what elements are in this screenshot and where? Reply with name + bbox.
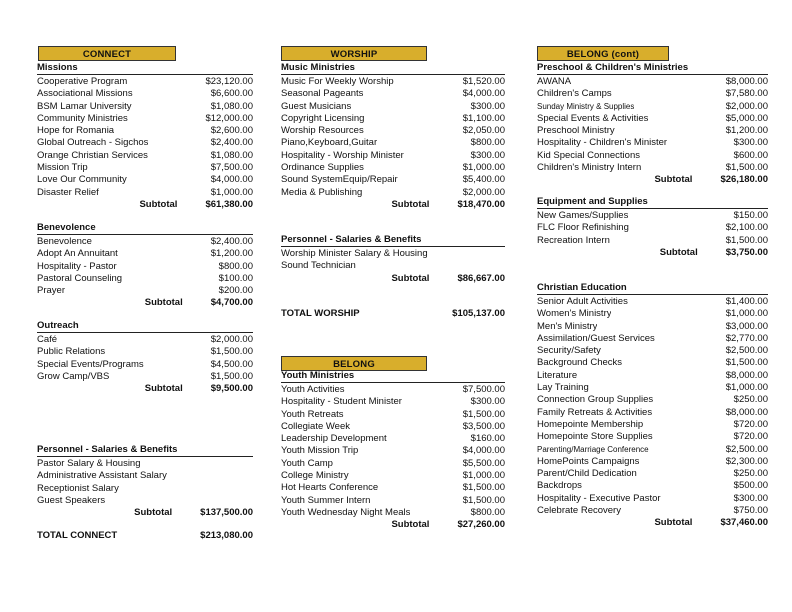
line-item [37, 174, 253, 186]
connect-personnel-subtotal: Subtotal $137,500.00 [134, 507, 253, 519]
line-item [37, 137, 253, 149]
music-title: Music Ministries [281, 62, 505, 75]
line-item-label: Associational Missions [37, 88, 133, 100]
line-item-amount: $1,200.00 [210, 248, 253, 260]
line-item-amount: $1,100.00 [462, 112, 505, 124]
preschool-title: Preschool & Children's Ministries [537, 62, 768, 75]
line-item-amount: $250.00 [733, 394, 768, 406]
line-item-amount: $1,000.00 [462, 470, 505, 482]
line-item [281, 507, 505, 519]
equipment-title: Equipment and Supplies [537, 196, 768, 209]
line-item [281, 137, 505, 149]
line-item [37, 273, 253, 285]
line-item [537, 76, 768, 88]
line-item-amount: $7,500.00 [210, 162, 253, 174]
line-item [37, 150, 253, 162]
line-item [37, 261, 253, 273]
line-item [537, 444, 768, 456]
line-item [537, 480, 768, 492]
worship-header: WORSHIP [281, 46, 427, 61]
line-item-label: New Games/Supplies [537, 210, 629, 221]
line-item-amount: $5,500.00 [462, 457, 505, 469]
line-item [281, 445, 505, 457]
line-item-label: Youth Mission Trip [281, 445, 359, 457]
line-item-label: Assimilation/Guest Services [537, 332, 655, 344]
line-item [281, 396, 505, 408]
worship-personnel-subtotal: Subtotal $86,667.00 [391, 272, 505, 284]
connect-personnel-title: Personnel - Salaries & Benefits [37, 444, 253, 457]
line-item [37, 371, 253, 383]
line-item-amount: $12,000.00 [205, 112, 253, 124]
line-item [281, 384, 505, 396]
line-item-amount: $1,500.00 [462, 494, 505, 506]
youth-subtotal: Subtotal $27,260.00 [391, 519, 505, 531]
line-item-amount: $8,000.00 [725, 369, 768, 381]
line-item-amount: $1,000.00 [210, 186, 253, 198]
line-item [281, 421, 505, 433]
line-item-amount: $2,100.00 [725, 222, 768, 234]
line-item [281, 150, 505, 162]
line-item-label: Music For Weekly Worship [281, 76, 394, 87]
line-item-label: HomePoints Campaigns [537, 455, 640, 467]
line-item-label: Collegiate Week [281, 420, 351, 432]
line-item [37, 88, 253, 100]
line-item [537, 468, 768, 480]
line-item-label: Children's Camps [537, 88, 612, 100]
line-item [537, 125, 768, 137]
line-item-label: Guest Speakers [37, 494, 106, 506]
line-item-amount: $4,500.00 [210, 358, 253, 370]
line-item-amount: $1,080.00 [210, 149, 253, 161]
line-item [37, 162, 253, 174]
line-item-amount: $6,600.00 [210, 88, 253, 100]
line-item [37, 495, 253, 507]
line-item-amount: $8,000.00 [725, 406, 768, 418]
line-item [537, 382, 768, 394]
line-item-label: Special Events/Programs [37, 358, 144, 370]
line-item [537, 296, 768, 308]
line-item-amount: $1,500.00 [462, 482, 505, 494]
line-item-label: Kid Special Connections [537, 149, 640, 161]
line-item [537, 308, 768, 320]
line-item-label: Café [37, 334, 58, 345]
line-item [537, 357, 768, 369]
total-connect: TOTAL CONNECT $213,080.00 [37, 530, 253, 541]
line-item [37, 470, 253, 482]
line-item [281, 125, 505, 137]
line-item-amount: $2,050.00 [462, 125, 505, 137]
equipment-subtotal: Subtotal $3,750.00 [659, 246, 768, 258]
line-item [537, 210, 768, 222]
line-item [537, 345, 768, 357]
line-item-label: Cooperative Program [37, 76, 128, 87]
line-item [281, 101, 505, 113]
line-item-label: Love Our Community [37, 174, 127, 186]
line-item [281, 174, 505, 186]
line-item-label: Parenting/Marriage Conference [537, 444, 649, 454]
line-item-amount: $1,500.00 [725, 234, 768, 246]
line-item-label: Disaster Relief [37, 186, 99, 198]
line-item-label: Backdrops [537, 480, 582, 492]
line-item-amount: $2,000.00 [210, 334, 253, 345]
outreach-subtotal: Subtotal $9,500.00 [144, 383, 253, 395]
worship-personnel-title: Personnel - Salaries & Benefits [281, 234, 505, 247]
line-item-amount: $600.00 [733, 149, 768, 161]
line-item-label: Seasonal Pageants [281, 88, 364, 100]
line-item-label: Parent/Child Dedication [537, 468, 637, 480]
line-item [537, 456, 768, 468]
line-item-label: Worship Resources [281, 125, 364, 137]
line-item-label: Recreation Intern [537, 234, 610, 246]
line-item-label: Hot Hearts Conference [281, 482, 379, 494]
line-item-amount: $1,500.00 [725, 357, 768, 369]
line-item [281, 260, 505, 272]
line-item-amount: $250.00 [733, 468, 768, 480]
line-item [537, 235, 768, 247]
line-item-amount: $4,000.00 [462, 88, 505, 100]
line-item-label: Hospitality - Children's Minister [537, 137, 668, 149]
line-item-label: Children's Ministry Intern [537, 162, 642, 174]
missions-title: Missions [37, 62, 253, 75]
christian-ed-subtotal: Subtotal $37,460.00 [654, 517, 768, 529]
line-item-amount: $3,000.00 [725, 320, 768, 332]
line-item-label: Hospitality - Executive Pastor [537, 492, 661, 504]
equipment-section [537, 196, 768, 259]
outreach-section [37, 320, 253, 395]
line-item-label: Hospitality - Pastor [37, 260, 117, 272]
line-item-label: Receptionist Salary [37, 482, 119, 494]
line-item-label: Women's Ministry [537, 308, 612, 320]
missions-subtotal: Subtotal $61,380.00 [139, 198, 253, 210]
benevolence-subtotal: Subtotal $4,700.00 [144, 297, 253, 309]
line-item-amount: $500.00 [733, 480, 768, 492]
line-item [37, 125, 253, 137]
line-item [537, 162, 768, 174]
line-item [537, 222, 768, 234]
line-item [281, 113, 505, 125]
outreach-title: Outreach [37, 320, 253, 333]
line-item [281, 187, 505, 199]
line-item-label: Pastoral Counseling [37, 272, 123, 284]
line-item-amount: $1,200.00 [725, 125, 768, 137]
line-item [37, 285, 253, 297]
line-item-label: Youth Camp [281, 457, 333, 469]
line-item-amount: $3,500.00 [462, 420, 505, 432]
total-worship: TOTAL WORSHIP $105,137.00 [281, 308, 505, 319]
line-item-label: Sunday Ministry & Supplies [537, 101, 635, 111]
line-item-label: Mission Trip [37, 162, 88, 174]
line-item-label: Ordinance Supplies [281, 162, 364, 174]
line-item-label: FLC Floor Refinishing [537, 222, 629, 234]
line-item [37, 101, 253, 113]
line-item-amount: $1,400.00 [725, 296, 768, 307]
line-item [37, 113, 253, 125]
line-item-label: Hospitality - Worship Minister [281, 149, 404, 161]
line-item-label: Administrative Assistant Salary [37, 470, 167, 482]
line-item-amount: $2,400.00 [210, 236, 253, 247]
belong-header: BELONG [281, 356, 427, 371]
line-item-amount: $720.00 [733, 418, 768, 430]
connect-header: CONNECT [38, 46, 176, 61]
line-item-amount: $1,080.00 [210, 100, 253, 112]
line-item [37, 458, 253, 470]
line-item-amount: $4,000.00 [462, 445, 505, 457]
line-item-amount: $2,770.00 [725, 332, 768, 344]
line-item [281, 495, 505, 507]
line-item-amount: $800.00 [470, 137, 505, 149]
line-item-label: Youth Wednesday Night Meals [281, 506, 411, 518]
line-item-label: Piano,Keyboard,Guitar [281, 137, 378, 149]
line-item-amount: $1,500.00 [462, 408, 505, 420]
line-item-amount: $23,120.00 [205, 76, 253, 87]
line-item [537, 431, 768, 443]
line-item-amount: $4,000.00 [210, 174, 253, 186]
line-item-label: Homepointe Membership [537, 418, 644, 430]
line-item-label: Special Events & Activities [537, 112, 649, 124]
line-item [37, 346, 253, 358]
line-item [281, 248, 505, 260]
line-item-label: Sound SystemEquip/Repair [281, 174, 398, 186]
worship-personnel-section [281, 234, 505, 285]
line-item-label: Pastor Salary & Housing [37, 458, 141, 469]
line-item-amount: $200.00 [218, 285, 253, 297]
line-item-label: Lay Training [537, 382, 589, 394]
line-item-amount: $1,000.00 [725, 308, 768, 320]
line-item-amount: $1,500.00 [725, 162, 768, 174]
line-item-label: Worship Minister Salary & Housing [281, 248, 428, 259]
line-item-label: Prayer [37, 285, 65, 297]
line-item-amount: $300.00 [733, 492, 768, 504]
line-item-label: Preschool Ministry [537, 125, 615, 137]
line-item-label: BSM Lamar University [37, 100, 132, 112]
line-item-label: Orange Christian Services [37, 149, 148, 161]
line-item-label: Hope for Romania [37, 125, 115, 137]
christian-ed-title: Christian Education [537, 282, 768, 295]
line-item-amount: $5,400.00 [462, 174, 505, 186]
line-item-amount: $8,000.00 [725, 76, 768, 87]
line-item [37, 334, 253, 346]
line-item [281, 76, 505, 88]
line-item [37, 248, 253, 260]
line-item [537, 137, 768, 149]
line-item-amount: $750.00 [733, 505, 768, 517]
line-item-amount: $2,000.00 [725, 100, 768, 112]
line-item-amount: $800.00 [218, 260, 253, 272]
line-item-label: Benevolence [37, 236, 92, 247]
line-item-amount: $1,000.00 [462, 162, 505, 174]
line-item-label: Homepointe Store Supplies [537, 431, 653, 443]
line-item-label: Guest Musicians [281, 100, 352, 112]
line-item-amount: $7,580.00 [725, 88, 768, 100]
line-item [537, 419, 768, 431]
line-item-amount: $1,520.00 [462, 76, 505, 87]
line-item-label: Men's Ministry [537, 320, 598, 332]
line-item-amount: $800.00 [470, 506, 505, 518]
line-item-amount: $2,300.00 [725, 455, 768, 467]
line-item [37, 187, 253, 199]
line-item-amount: $160.00 [470, 433, 505, 445]
line-item-amount: $300.00 [733, 137, 768, 149]
benevolence-title: Benevolence [37, 222, 253, 235]
line-item-amount: $300.00 [470, 149, 505, 161]
line-item-label: Connection Group Supplies [537, 394, 654, 406]
line-item-label: Hospitality - Student Minister [281, 396, 402, 408]
line-item [537, 394, 768, 406]
line-item-label: Community Ministries [37, 112, 128, 124]
line-item-amount: $300.00 [470, 396, 505, 408]
line-item [537, 321, 768, 333]
line-item [281, 470, 505, 482]
line-item-amount: $7,500.00 [462, 384, 505, 395]
line-item-label: Global Outreach - Sigchos [37, 137, 149, 149]
line-item-amount: $2,000.00 [462, 186, 505, 198]
line-item [37, 76, 253, 88]
youth-title: Youth Ministries [281, 370, 505, 383]
youth-section [281, 370, 505, 532]
line-item-label: Public Relations [37, 346, 106, 358]
line-item [281, 409, 505, 421]
line-item-amount: $2,500.00 [725, 443, 768, 455]
preschool-subtotal: Subtotal $26,180.00 [654, 174, 768, 186]
line-item [537, 150, 768, 162]
line-item-label: Grow Camp/VBS [37, 370, 110, 382]
line-item-amount: $1,500.00 [210, 346, 253, 358]
line-item-label: Leadership Development [281, 433, 387, 445]
line-item [281, 88, 505, 100]
line-item-amount: $2,400.00 [210, 137, 253, 149]
line-item-label: Sound Technician [281, 260, 356, 272]
line-item-amount: $2,600.00 [210, 125, 253, 137]
line-item-amount: $150.00 [733, 210, 768, 221]
line-item-label: Background Checks [537, 357, 623, 369]
connect-personnel-section [37, 444, 253, 519]
belong-cont-header: BELONG (cont) [537, 46, 669, 61]
line-item-amount: $5,000.00 [725, 112, 768, 124]
line-item [537, 370, 768, 382]
music-subtotal: Subtotal $18,470.00 [391, 198, 505, 210]
line-item [37, 359, 253, 371]
line-item [37, 483, 253, 495]
line-item-label: Youth Summer Intern [281, 494, 371, 506]
line-item-amount: $2,500.00 [725, 345, 768, 357]
line-item [537, 493, 768, 505]
line-item-amount: $720.00 [733, 431, 768, 443]
line-item [537, 88, 768, 100]
benevolence-section [37, 222, 253, 310]
line-item-label: Literature [537, 369, 578, 381]
line-item [537, 505, 768, 517]
line-item [537, 333, 768, 345]
line-item [537, 113, 768, 125]
missions-section [37, 62, 253, 211]
line-item-label: Youth Activities [281, 384, 345, 395]
line-item [281, 162, 505, 174]
line-item-label: Celebrate Recovery [537, 505, 621, 517]
line-item [281, 433, 505, 445]
line-item-label: Media & Publishing [281, 186, 363, 198]
music-section [281, 62, 505, 211]
line-item-label: Copyright Licensing [281, 112, 365, 124]
line-item-label: College Ministry [281, 470, 349, 482]
line-item [37, 236, 253, 248]
christian-ed-section [537, 282, 768, 530]
line-item [537, 101, 768, 113]
line-item [281, 458, 505, 470]
line-item-amount: $1,000.00 [725, 382, 768, 394]
line-item-label: Adopt An Annuitant [37, 248, 118, 260]
line-item-label: Youth Retreats [281, 408, 344, 420]
preschool-section [537, 62, 768, 187]
line-item-label: Senior Adult Activities [537, 296, 628, 307]
line-item-amount: $100.00 [218, 272, 253, 284]
line-item-amount: $300.00 [470, 100, 505, 112]
line-item-label: AWANA [537, 76, 572, 87]
line-item-label: Family Retreats & Activities [537, 406, 653, 418]
line-item-label: Security/Safety [537, 345, 601, 357]
line-item [537, 407, 768, 419]
line-item-amount: $1,500.00 [210, 370, 253, 382]
line-item [281, 482, 505, 494]
